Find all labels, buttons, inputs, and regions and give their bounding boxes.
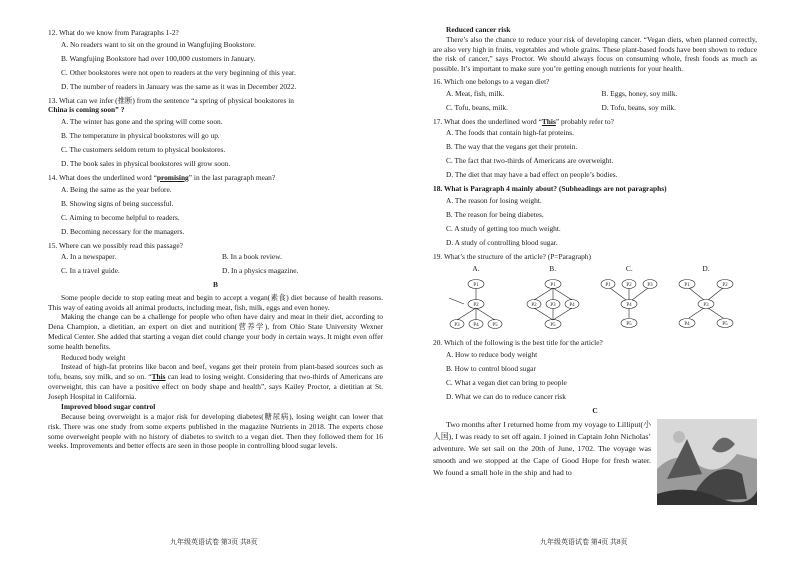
question-12: 12. What do we know from Paragraphs 1-2?	[48, 28, 179, 37]
question-18	[433, 184, 757, 194]
passage-b-p3	[48, 362, 383, 401]
diagram-b-node-p4: P4	[569, 303, 575, 309]
option-12b[interactable]: B. Wangfujing Bookstore had over 100,000 customers in January.	[61, 53, 256, 63]
p3-word: This	[151, 372, 166, 382]
option-17c[interactable]: C. The fact that two-thirds of Americans are overweight.	[446, 156, 614, 166]
option-16a[interactable]: A. Meat, fish, milk.	[446, 88, 505, 98]
passage-c-p1: Two months after I returned home from my voyage to Lilliput(小人国), I was ready to set off again. I joined in Captain John Nicholas’ adventure. We set sail on the 20th of June, 1702. The voyage was smooth and we stopped at the Cape of Good Hope for fresh water. We found a small hole in the ship and had to	[433, 419, 651, 477]
option-18c[interactable]: C. A study of getting too much weight.	[446, 223, 561, 233]
q14-word: promising	[156, 172, 189, 182]
option-16d[interactable]: D. Tofu, beans, soy milk.	[601, 102, 676, 112]
diagram-a-node-p3: P3	[454, 323, 460, 329]
option-14d[interactable]: D. Becoming necessary for the managers.	[61, 226, 185, 236]
diagram-d-node-p3: P3	[703, 303, 709, 309]
passage-b-p5: There’s also the chance to reduce your risk of developing cancer. “Vegan diets, when planned correctly, are also very high in fruits, vegetables and whole grains. These plant-based foods have been shown to reduce the risk of cancer,” says Proctor. We should always focus on consuming whole, fresh foods as much as possible. It’s important to make sure you’re getting enough nutrients for your health.	[433, 34, 757, 74]
options-16-row1	[446, 89, 757, 99]
question-14	[48, 173, 383, 183]
diagram-d-label: D.	[702, 264, 710, 274]
option-20d[interactable]: D. What we can do to reduce cancer risk	[446, 391, 566, 401]
option-20b[interactable]: B. How to control blood sugar	[446, 363, 536, 373]
diagram-c-graphic	[596, 276, 662, 334]
diagram-d-node-p2: P2	[722, 283, 728, 289]
options-15-row1	[61, 252, 383, 262]
option-13d[interactable]: D. The book sales in physical bookstores will grow soon.	[61, 158, 231, 168]
diagram-c-node-p5: P5	[626, 322, 632, 328]
option-13b[interactable]: B. The temperature in physical bookstores will go up.	[61, 131, 220, 141]
option-13a[interactable]: A. The winter has gone and the spring will come soon.	[61, 117, 223, 127]
question-19: 19. What’s the structure of the article? (P=Paragraph)	[433, 251, 591, 261]
option-20c[interactable]: C. What a vegan diet can bring to people	[446, 377, 567, 387]
structure-diagrams	[441, 264, 741, 334]
passage-b-p4: Because being overweight is a major risk for developing diabetes(糖尿病), losing weight can lower that risk. There was one study from some experts published in the magazine Nutrients in 2018. The experts chose some overweight people with no history of diabetes to switch to a vegan diet. Then they followed them for 16 weeks. Improvements and better effects are seen in those people in controlling blood sugar levels.	[48, 412, 383, 451]
option-14b[interactable]: B. Showing signs of being successful.	[61, 198, 174, 208]
diagram-b-label: B.	[549, 264, 557, 274]
option-15d[interactable]: D. In a physics magazine.	[222, 266, 299, 276]
subheading-cancer-risk: Reduced cancer risk	[446, 25, 511, 34]
diagram-c[interactable]	[594, 264, 664, 334]
option-17b[interactable]: B. The way that the vegans get their protein.	[446, 142, 578, 152]
diagram-a-label: A.	[472, 264, 480, 274]
passage-b-p2: Making the change can be a challenge for people who often have dairy and meat in their diet, according to Dena Champion, a dietitian, an expert on diet and nutrition(营养学), from Ohio State University Wexner Medical Center. She added that starting a vegan diet could change your body in certain ways. It might even offer some health benefits.	[48, 312, 383, 351]
option-15c[interactable]: C. In a travel guide.	[61, 266, 120, 276]
diagram-d-node-p5: P5	[722, 322, 728, 328]
diagram-b-node-p3: P3	[550, 303, 556, 309]
passage-b-p1: Some people decide to stop eating meat and begin to accept a vegan(素食) diet because of health reasons. This way of eating avoids all animal products, including meat, fish, milk, eggs and even honey.	[48, 292, 383, 312]
question-13	[48, 96, 383, 116]
diagram-a[interactable]	[441, 264, 511, 334]
diagram-c-node-p3: P3	[647, 283, 653, 289]
right-column	[433, 24, 757, 505]
q17-post: ” probably refer to?	[555, 116, 614, 126]
option-16c[interactable]: C. Tofu, beans, milk.	[446, 102, 508, 112]
diagram-c-node-p2: P2	[626, 283, 632, 289]
section-c-heading: C	[592, 405, 598, 415]
option-16b[interactable]: B. Eggs, honey, soy milk.	[601, 88, 678, 98]
diagram-a-node-p1: P1	[473, 283, 479, 289]
option-14a[interactable]: A. Being the same as the year before.	[61, 184, 172, 194]
footer-page-4: 九年级英语试卷 第4页 共8页	[540, 538, 628, 546]
diagram-b[interactable]	[518, 264, 588, 334]
question-15: 15. Where can we possibly read this passage?	[48, 240, 183, 250]
option-14c[interactable]: C. Aiming to become helpful to readers.	[61, 212, 180, 222]
diagram-a-node-p4: P4	[473, 323, 479, 329]
option-18b[interactable]: B. The reason for being diabetes.	[446, 209, 544, 219]
option-18d[interactable]: D. A study of controlling blood sugar.	[446, 237, 558, 247]
question-13-line2: China is coming soon” ?	[48, 105, 125, 115]
diagram-b-graphic	[520, 276, 586, 334]
option-12c[interactable]: C. Other bookstores were not open to readers at the very beginning of this year.	[61, 67, 296, 77]
question-20: 20. Which of the following is the best title for the article?	[433, 338, 603, 348]
diagram-b-node-p2: P2	[531, 303, 537, 309]
diagram-a-node-p5: P5	[492, 323, 498, 329]
q14-pre: 14. What does the underlined word “	[48, 172, 157, 182]
option-12d[interactable]: D. The number of readers in January was the same as it was in December 2022.	[61, 81, 297, 91]
diagram-b-node-p1: P1	[550, 283, 556, 289]
option-15a[interactable]: A. In a newspaper.	[61, 252, 117, 262]
diagram-b-node-p5: P5	[550, 323, 556, 329]
diagram-d-graphic	[673, 276, 739, 334]
option-15b[interactable]: B. In a book review.	[222, 252, 282, 262]
q17-word: This	[541, 116, 556, 126]
question-17	[433, 117, 757, 127]
diagram-c-node-p1: P1	[605, 283, 611, 289]
option-18a[interactable]: A. The reason for losing weight.	[446, 195, 542, 205]
diagram-d-node-p1: P1	[684, 283, 690, 289]
section-b-heading: B	[213, 280, 218, 290]
option-17a[interactable]: A. The foods that contain high-fat proteins.	[446, 128, 574, 138]
p3-pre: Instead of high-fat proteins like bacon and beef, vegans get their protein from plant-based sources such as tofu, beans, soy milk, and so on. “	[48, 362, 383, 382]
options-15-row2	[61, 266, 383, 276]
subheading-body-weight: Reduced body weight	[61, 352, 126, 362]
q14-post: ” in the last paragraph mean?	[188, 172, 276, 182]
diagram-a-node-p2: P2	[473, 303, 479, 309]
diagram-a-graphic	[443, 276, 509, 334]
option-13c[interactable]: C. The customers seldom return to physical bookstores.	[61, 145, 226, 155]
q17-pre: 17. What does the underlined word “	[433, 116, 542, 126]
option-12a[interactable]: A. No readers want to sit on the ground in Wangfujing Bookstore.	[61, 39, 256, 49]
subheading-blood-sugar: Improved blood sugar control	[61, 402, 156, 412]
option-20a[interactable]: A. How to reduce body weight	[446, 349, 538, 359]
question-13-line1: 13. What can we infer (推断) from the sentence “a spring of physical bookstores in	[48, 95, 294, 105]
diagram-c-node-p4: P4	[626, 303, 632, 309]
diagram-d[interactable]	[671, 264, 741, 334]
diagram-d-node-p4: P4	[684, 322, 690, 328]
footer-page-3: 九年级英语试卷 第3页 共8页	[170, 538, 258, 546]
left-column	[48, 28, 383, 451]
p3-post: can lead to losing weight. Considering that two-thirds of Americans are overweight, this can have a positive effect on body shape and health”, says Kailey Proctor, a dietitian at St. Joseph Hospital in California.	[48, 372, 383, 401]
options-16-row2	[446, 103, 757, 113]
q18-stem: 18. What is Paragraph 4 mainly about? (Subheadings are not paragraphs)	[433, 184, 667, 194]
option-17d[interactable]: D. The diet that may have a bad effect on people’s bodies.	[446, 170, 618, 180]
question-16: 16. Which one belongs to a vegan diet?	[433, 76, 550, 86]
diagram-c-label: C.	[625, 264, 633, 274]
voyage-illustration	[657, 419, 757, 505]
passage-c	[433, 419, 757, 505]
